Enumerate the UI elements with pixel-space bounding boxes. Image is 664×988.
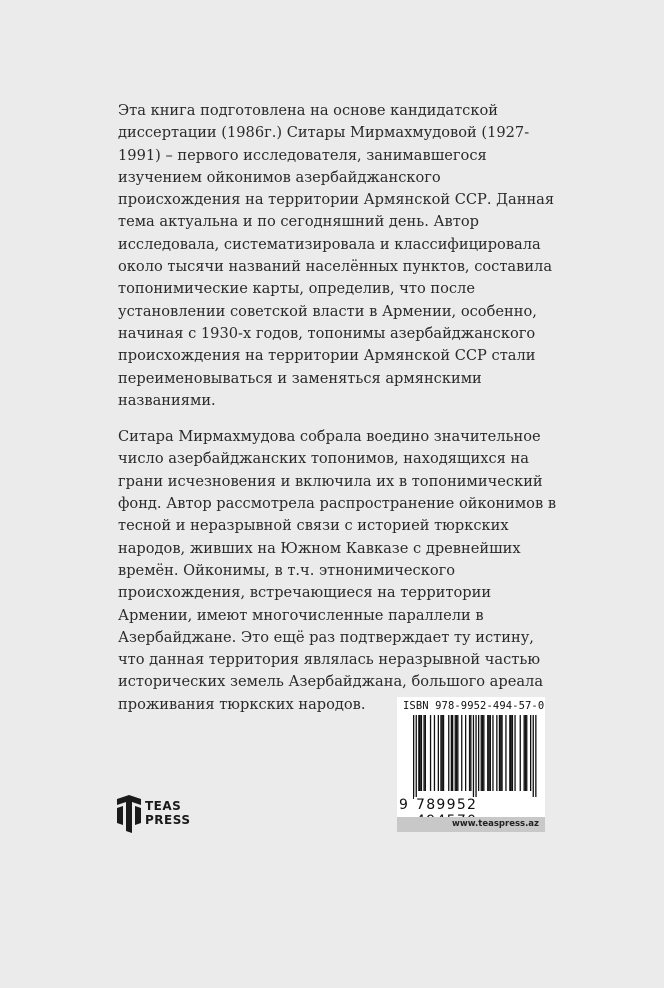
barcode-bar	[448, 715, 449, 791]
ean-first-digit: 9	[399, 797, 408, 813]
paragraph-2: Ситара Мирмахмудова собрала воедино значительное число азербайджанских топонимов, находящихся на грани исчезновения и включила их в топонимический фонд. Автор рассмотрела распространение ойконимов в тесной и неразрывной связи с историей тюркских народов, живших на Южном Кавказе с древнейших времён. Ойконимы, в т.ч. этнонимического происхождения, встречающиеся на территории Армении, имеют многочисленные параллели в Азербайджане. Это ещё раз подтверждает ту истину, что данная территория являлась неразрывной частью исторических земель Азербайджана, большого ареала проживания тюркских народов.	[118, 428, 557, 713]
barcode-bar	[505, 715, 506, 791]
barcode-bar	[430, 715, 431, 791]
teas-press-logo-icon	[117, 795, 141, 833]
barcode-bar	[478, 715, 479, 791]
barcode-bar	[512, 715, 513, 791]
barcode-bar	[420, 715, 421, 791]
barcode-bar	[492, 715, 493, 791]
barcode-bar	[501, 715, 502, 791]
barcode-bar	[473, 715, 474, 799]
barcode-bar	[465, 715, 466, 791]
barcode-bar	[509, 715, 510, 791]
barcode-bar	[500, 715, 501, 791]
ean-digits: 789952	[414, 797, 545, 829]
publisher-name-line2: PRESS	[145, 813, 191, 827]
barcode-bar	[413, 715, 414, 799]
barcode-bar	[423, 715, 424, 791]
publisher-name-line1: TEAS	[145, 799, 182, 813]
barcode-bar	[533, 715, 534, 799]
isbn-barcode	[397, 697, 545, 832]
barcode-bar	[530, 715, 531, 791]
barcode-bars	[401, 715, 541, 799]
barcode-bar	[483, 715, 484, 791]
barcode-bar	[475, 715, 476, 799]
barcode-bar	[442, 715, 443, 791]
barcode-bar	[469, 715, 470, 791]
barcode-bar	[461, 715, 462, 791]
barcode-bar	[452, 715, 453, 791]
isbn-label: ISBN 978-9952-494-57-0	[403, 700, 545, 712]
barcode-bar	[434, 715, 435, 791]
barcode-bar	[490, 715, 491, 791]
barcode-bar	[487, 715, 488, 791]
barcode-bar	[526, 715, 527, 791]
barcode-bar	[470, 715, 471, 791]
barcode-bar	[525, 715, 526, 791]
barcode-bar	[511, 715, 512, 791]
barcode-bar	[524, 715, 525, 791]
barcode-bar	[416, 715, 417, 799]
barcode-bar	[482, 715, 483, 791]
barcode-bar	[418, 715, 419, 791]
barcode-bar	[455, 715, 456, 791]
barcode-bar	[456, 715, 457, 791]
barcode-bar	[443, 715, 444, 791]
barcode-bar	[451, 715, 452, 791]
publisher-logo	[117, 795, 207, 835]
barcode-bar	[481, 715, 482, 791]
barcode-bar	[488, 715, 489, 791]
barcode-bar	[457, 715, 458, 791]
description-text	[118, 100, 558, 730]
paragraph-1: Эта книга подготовлена на основе кандидатской диссертации (1986г.) Ситары Мирмахмудовой (1927-1991) – первого исследователя, занимавшегося изучением ойконимов азербайджанского происхождения на территории Армянской ССР. Данная тема актуальна и по сегодняшний день. Автор исследовала, систематизировала и классифицировала около тысячи названий населённых пунктов, составила топонимические карты, определив, что после установлении советской власти в Армении, особенно, начиная с 1930-х годов, топонимы азербайджанского происхождения на территории Армянской ССР стали переименовываться и заменяться армянскими названиями.	[118, 102, 555, 409]
barcode-bar	[438, 715, 439, 791]
barcode-bar	[425, 715, 426, 791]
barcode-bar	[535, 715, 536, 799]
barcode-bar	[421, 715, 422, 791]
barcode-bar	[520, 715, 521, 791]
barcode-bar	[440, 715, 441, 791]
barcode-bar	[499, 715, 500, 791]
website-url: www.teaspress.az	[397, 817, 545, 832]
barcode-bar	[514, 715, 515, 791]
barcode-bar	[496, 715, 497, 791]
